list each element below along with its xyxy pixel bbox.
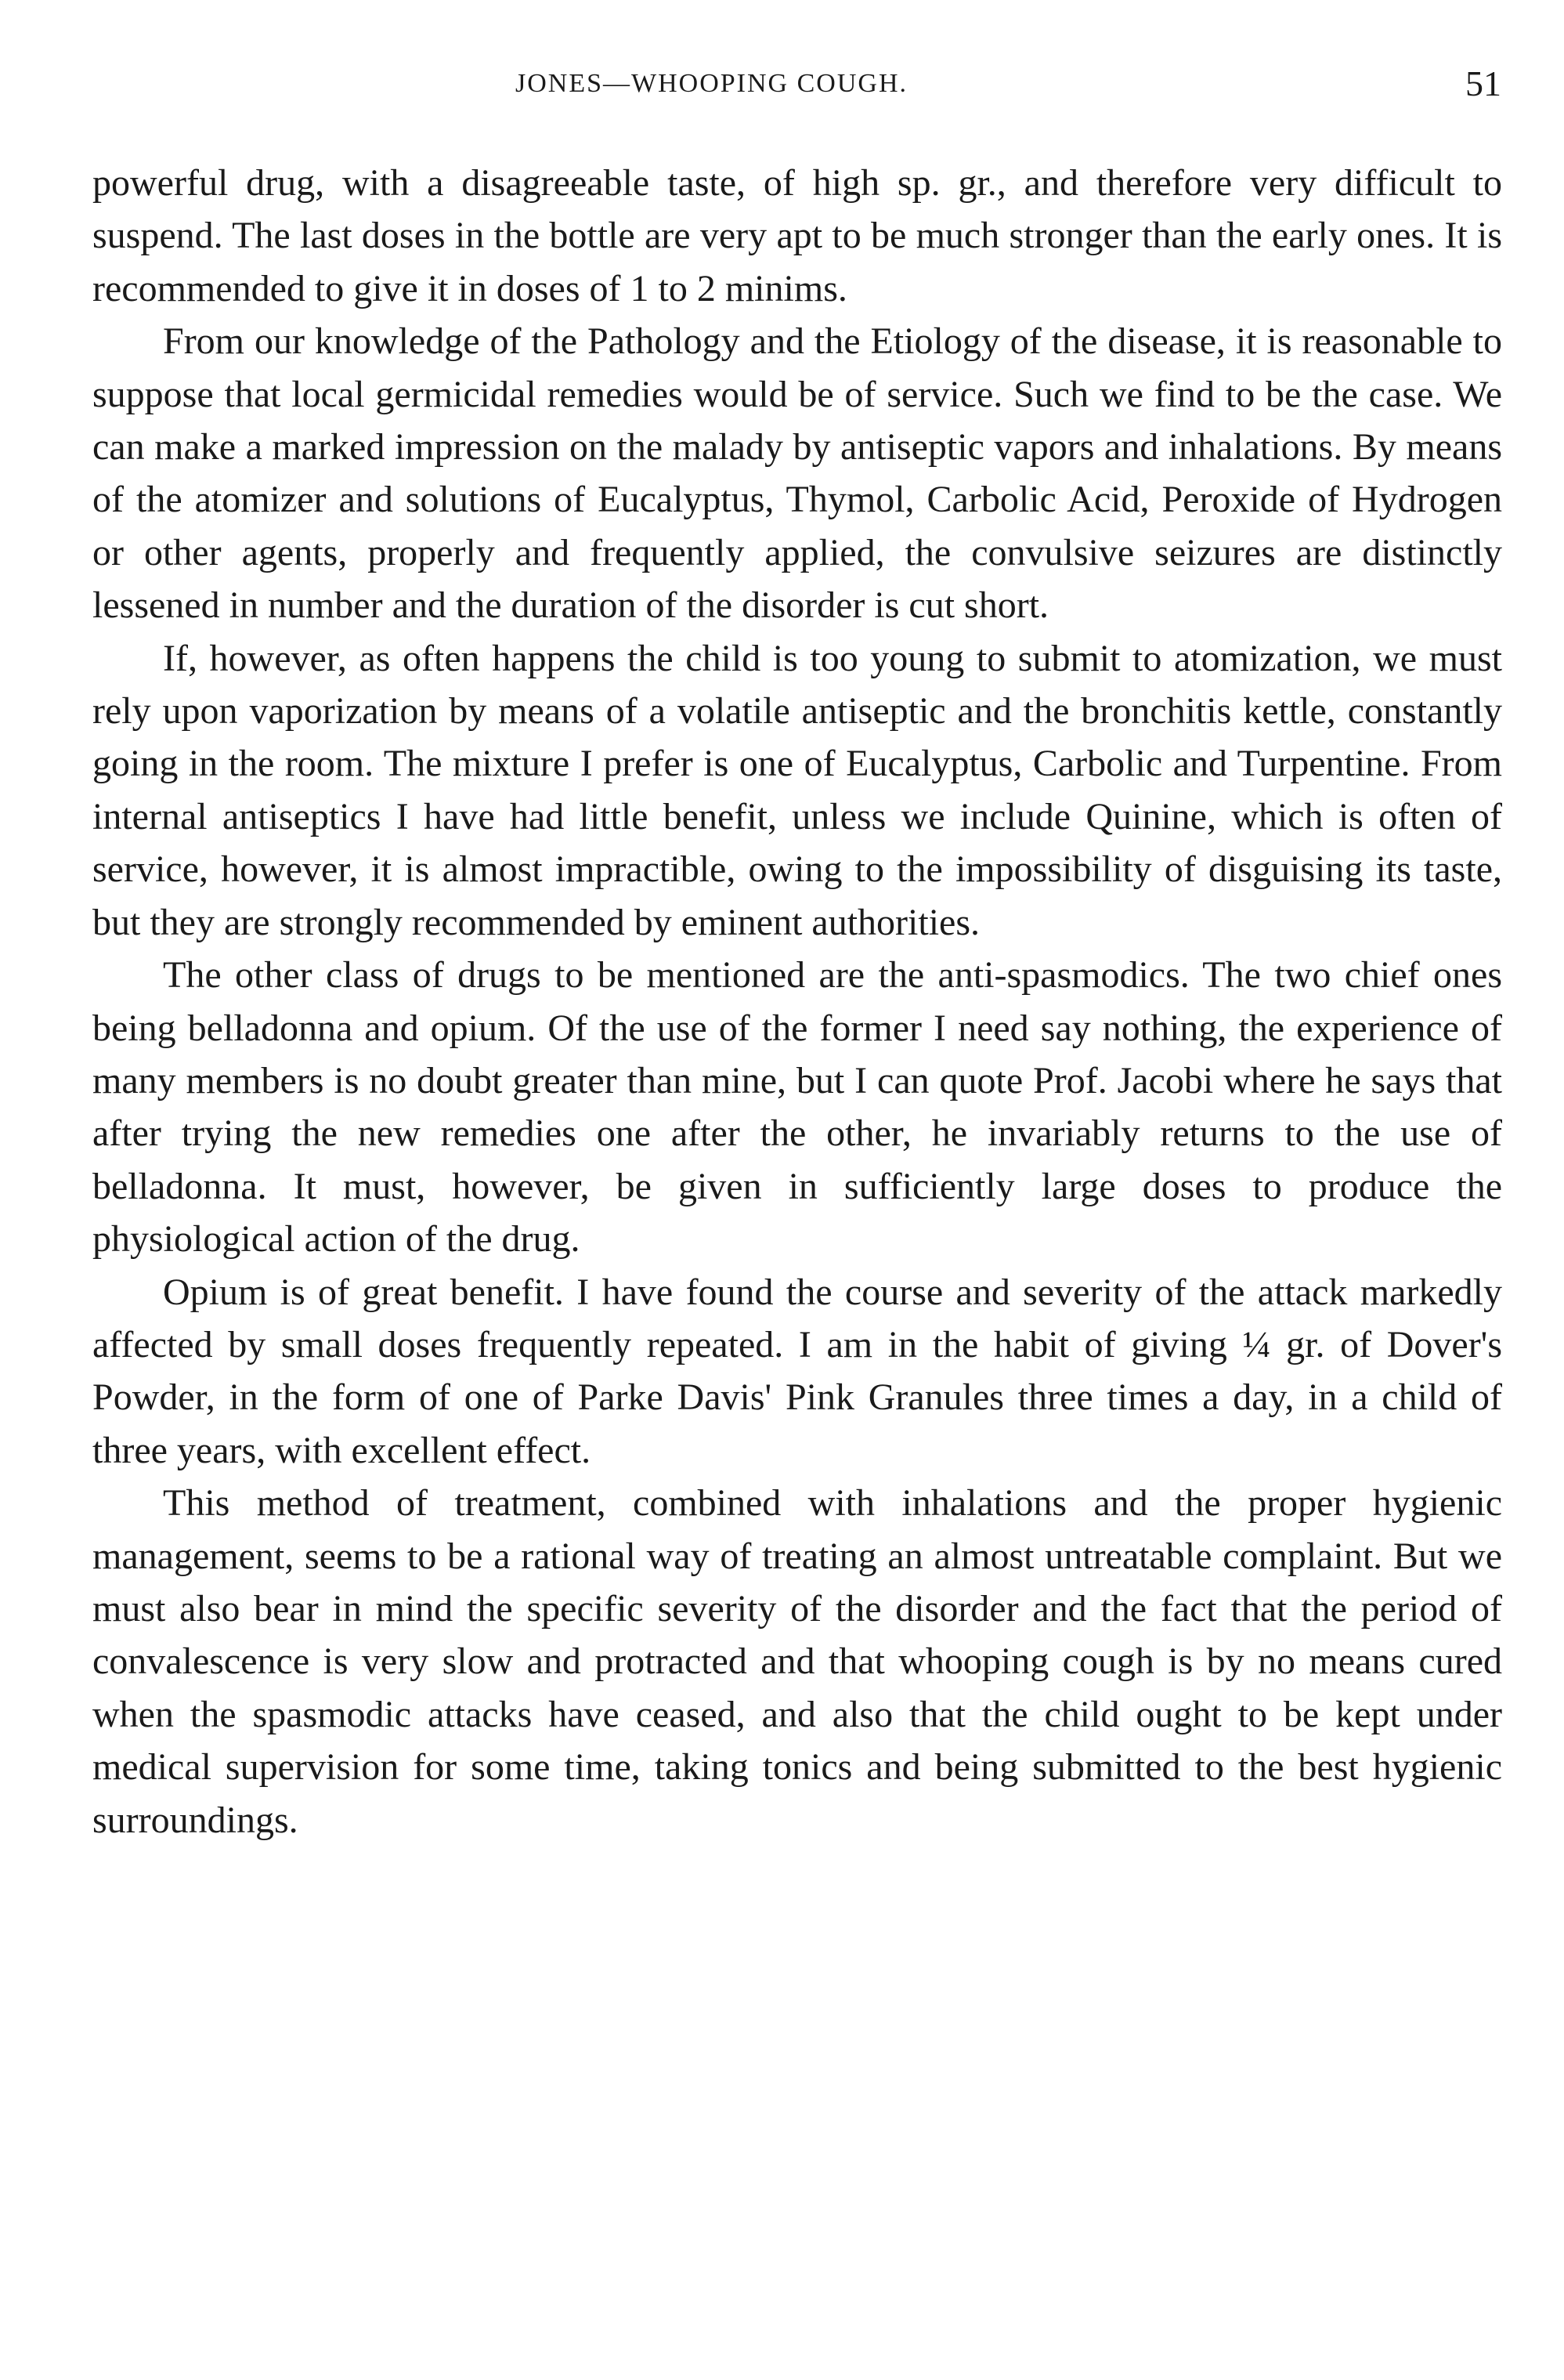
paragraph-1: powerful drug, with a disagreeable taste, of high sp. gr., and therefore very difficult to suspend. The last doses in the bottle are very apt to be much stronger than the early ones. It is recommended to give it in doses of 1 to 2 minims. [92, 162, 1502, 309]
page-number: 51 [1465, 63, 1501, 103]
paragraph-6: This method of treatment, combined with inhalations and the proper hygienic management, seems to be a rational way of treating an almost untreatable complaint. But we must also bear in mind the specific severity of the disorder and the fact that the period of convalescence is very slow and protracted and that whooping cough is by no means cured when the spasmodic attacks have ceased, and also that the child ought to be kept under medical supervision for some time, taking tonics and being submitted to the best hygienic surroundings. [92, 1482, 1502, 1841]
paragraph-2: From our knowledge of the Pathology and the Etiology of the disease, it is reasonable to suppose that local germicidal remedies would be of service. Such we find to be the case. We can make a marked impression on the malady by antiseptic vapors and inhalations. By means of the atomizer and solutions of Eucalyptus, Thymol, Carbolic Acid, Peroxide of Hydrogen or other agents, properly and frequently applied, the convulsive seizures are distinctly lessened in number and the duration of the disorder is cut short. [92, 320, 1502, 627]
paragraph-4: The other class of drugs to be mentioned are the anti-spasmodics. The two chief ones being belladonna and opium. Of the use of the former I need say nothing, the experience of many members is no doubt greater than mine, but I can quote Prof. Jacobi where he says that after trying the new remedies one after the other, he invariably returns to the use of belladonna. It must, however, be given in sufficiently large doses to produce the physiological action of the drug. [92, 954, 1502, 1261]
body-text [92, 157, 1502, 1846]
paragraph-5: Opium is of great benefit. I have found the course and severity of the attack markedly affected by small doses frequently repeated. I am in the habit of giving ¼ gr. of Dover's Powder, in the form of one of Parke Davis' Pink Granules three times a day, in a child of three years, with excellent effect. [92, 1271, 1502, 1471]
page-header [92, 55, 1509, 125]
running-head: JONES—WHOOPING COUGH. [515, 69, 908, 98]
paragraph-3: If, however, as often happens the child is too young to submit to atomization, we must rely upon vaporization by means of a volatile antiseptic and the bronchitis kettle, constantly going in the room. The mixture I prefer is one of Eucalyptus, Carbolic and Turpentine. From internal antiseptics I have had little benefit, unless we include Quinine, which is often of service, however, it is almost impractible, owing to the impossibility of disguising its taste, but they are strongly recommended by eminent authorities. [92, 637, 1502, 943]
